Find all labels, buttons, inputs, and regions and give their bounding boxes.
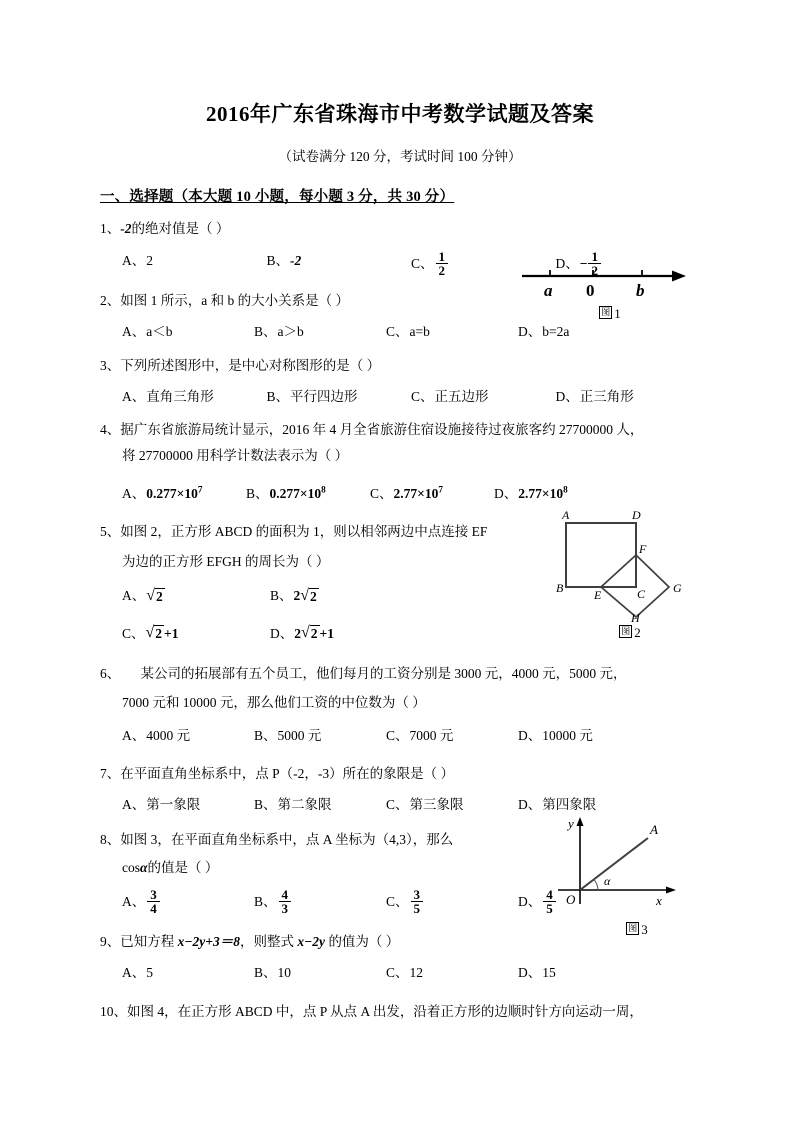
figure-2-label-E: E (594, 588, 602, 602)
figure-2-label-G: G (673, 581, 682, 595)
question-1-number: 1、 (100, 221, 121, 237)
figure-3-label-y: y (568, 816, 574, 831)
question-4 (100, 407, 700, 504)
figure-1-label-b: b (636, 281, 645, 300)
option-3-d[interactable]: D、 正三角形 (555, 388, 634, 404)
option-7-d[interactable]: D、 第四象限 (518, 796, 597, 812)
figure-3-coordinate-system (552, 812, 722, 938)
question-1-math: -2 (120, 221, 132, 237)
figure-1-label-zero: 0 (586, 281, 595, 300)
option-5-b[interactable]: B、 2 √ 2 (270, 586, 317, 604)
question-3 (100, 343, 700, 408)
option-6-c[interactable]: C、 7000 元 (386, 728, 454, 744)
figure-2-label-C: C (637, 587, 646, 601)
question-1-stem (100, 206, 700, 239)
page-subtitle: （试卷满分 120 分，考试时间 100 分钟） (278, 149, 522, 165)
option-3-c[interactable]: C、 正五边形 (411, 388, 489, 404)
option-8-d[interactable]: D、 $\frac{4}{5}$ (518, 889, 650, 917)
question-4-stem: 4、据广东省旅游局统计显示，2016 年 4 月全省旅游住宿设施接待过夜旅客约 27700000 人， (100, 422, 644, 438)
sqrt-2: √ 2 (146, 586, 163, 604)
question-6-options (100, 713, 700, 746)
option-7-a[interactable]: A、 第一象限 (122, 796, 201, 812)
figure-3-label-alpha: α (604, 874, 611, 888)
figure-1-svg (520, 262, 690, 304)
option-8-b[interactable]: B、 $\frac{4}{3}$ (254, 889, 386, 917)
option-5-c[interactable]: C、 √ 2 +1 (122, 623, 179, 641)
option-6-b[interactable]: B、 5000 元 (254, 728, 322, 744)
figure-1-number-line (520, 262, 700, 322)
option-2-c[interactable]: C、 a=b (386, 324, 430, 340)
option-9-d[interactable]: D、 15 (518, 965, 556, 981)
figure-3-label-O: O (566, 892, 576, 907)
question-3-stem: 3、下列所述图形中，是中心对称图形的是（ ） (100, 357, 381, 373)
figure-2-svg (548, 505, 698, 623)
figure-1-caption: 图 1 (601, 306, 621, 321)
question-2-stem: 2、如图 1 所示，a 和 b 的大小关系是（ ） (100, 293, 349, 309)
option-3-a[interactable]: A、 直角三角形 (122, 388, 214, 404)
tu-glyph: 图 (621, 626, 631, 636)
option-1-d-label: D、 (555, 256, 579, 272)
tu-glyph: 图 (601, 307, 611, 317)
option-6-d[interactable]: D、 10000 元 (518, 728, 593, 744)
question-4-options (100, 467, 700, 504)
question-9-stem: 9、已知方程 x−2y+3＝8，则整式 x−2y 的值为（ ） (100, 934, 400, 950)
sqrt-2: √ 2 (300, 586, 317, 604)
figure-2-label-F: F (639, 542, 647, 556)
figure-3-label-A: A (650, 822, 658, 837)
option-4-d[interactable]: D、 $2.77\times 10^8$ (494, 484, 568, 501)
question-4-stem-line2: 将 27700000 用科学计数法表示为（ ） (122, 448, 349, 464)
question-7-options (100, 784, 700, 815)
option-4-a[interactable]: A、 $0.277\times 10^7$ (122, 484, 203, 501)
question-9-options (100, 952, 700, 983)
option-1-a[interactable] (122, 251, 267, 271)
negative-fraction-one-half: − $\frac{1}{2}$ (580, 251, 602, 279)
figure-2-label-B: B (556, 581, 564, 595)
figure-2-squares (548, 505, 708, 641)
question-1-text: 的绝对值是（ ） (131, 221, 230, 237)
option-3-b[interactable]: B、 平行四边形 (266, 388, 358, 404)
figure-3-label-x: x (656, 893, 662, 908)
figure-2-caption: 图 2 (621, 625, 641, 640)
figure-3-caption: 图 3 (628, 922, 648, 937)
option-1-c-label: C、 (411, 256, 434, 272)
option-2-a[interactable]: A、 a＜b (122, 324, 173, 340)
option-5-d[interactable]: D、 2 √ 2 +1 (270, 623, 334, 641)
option-1-a-label: A、 (122, 252, 146, 268)
question-5-stem: 5、如图 2，正方形 ABCD 的面积为 1，则以相邻两边中点连接 EF (100, 523, 488, 539)
question-6 (100, 644, 700, 747)
fraction-one-half: $\frac{1}{2}$ (436, 250, 449, 278)
page-title: 2016年广东省珠海市中考数学试题及答案 (206, 102, 594, 126)
question-7 (100, 747, 700, 816)
option-1-a-value: 2 (146, 252, 153, 268)
figure-3-svg (552, 812, 702, 920)
option-1-b-label: B、 (266, 252, 290, 268)
option-4-c[interactable]: C、 $2.77\times 10^7$ (370, 484, 443, 501)
option-1-b[interactable] (267, 251, 412, 271)
sqrt-2: √ 2 (301, 623, 318, 641)
question-8-stem-line2: cosα的值是（ ） (122, 860, 219, 876)
option-9-c[interactable]: C、 12 (386, 965, 424, 981)
option-9-a[interactable]: A、 5 (122, 965, 153, 981)
question-10 (100, 984, 700, 1022)
option-7-c[interactable]: C、 第三象限 (386, 796, 464, 812)
section-heading-multiple-choice: 一、选择题（本大题 10 小题，每小题 3 分，共 30 分） (100, 189, 455, 206)
option-2-b[interactable]: B、 a＞b (254, 324, 304, 340)
question-6-stem-line2: 7000 元和 10000 元，那么他们工资的中位数为（ ） (122, 695, 426, 711)
figure-2-label-A: A (562, 508, 570, 522)
tu-glyph: 图 (628, 923, 638, 933)
option-9-b[interactable]: B、 10 (254, 965, 292, 981)
option-8-a[interactable]: A、 $\frac{3}{4}$ (122, 889, 254, 917)
question-8-stem: 8、如图 3，在平面直角坐标系中，点 A 坐标为（4,3），那么 (100, 832, 454, 848)
question-3-options (100, 376, 700, 407)
option-2-d[interactable]: D、 b=2a (518, 324, 570, 340)
question-7-stem: 7、在平面直角坐标系中，点 P（-2，-3）所在的象限是（ ） (100, 765, 454, 781)
option-8-c[interactable]: C、 $\frac{3}{5}$ (386, 889, 518, 917)
figure-2-label-D: D (632, 508, 641, 522)
question-5-stem-line2: 为边的正方形 EFGH 的周长为（ ） (122, 554, 330, 570)
option-7-b[interactable]: B、 第二象限 (254, 796, 332, 812)
alpha-symbol: α (140, 860, 148, 876)
option-1-b-value: -2 (290, 252, 302, 268)
sqrt-2: √ 2 (145, 623, 163, 641)
option-4-b[interactable]: B、 $0.277\times 10^8$ (246, 484, 326, 501)
expression-x-minus-2y: x−2y (297, 934, 326, 950)
question-10-stem: 10、如图 4，在正方形 ABCD 中，点 P 从点 A 出发，沿着正方形的边顺时针方向运动一周， (100, 1003, 643, 1019)
option-5-a[interactable]: A、 √ 2 (122, 586, 163, 604)
figure-2-label-H: H (631, 611, 640, 623)
equation-x-minus-2y-plus-3: x−2y+3＝8 (177, 934, 240, 950)
question-6-stem: 6、 某公司的拓展部有五个员工，他们每月的工资分别是 3000 元，4000 元，5000 元， (100, 665, 627, 681)
option-6-a[interactable]: A、 4000 元 (122, 728, 191, 744)
figure-1-label-a: a (544, 281, 553, 300)
